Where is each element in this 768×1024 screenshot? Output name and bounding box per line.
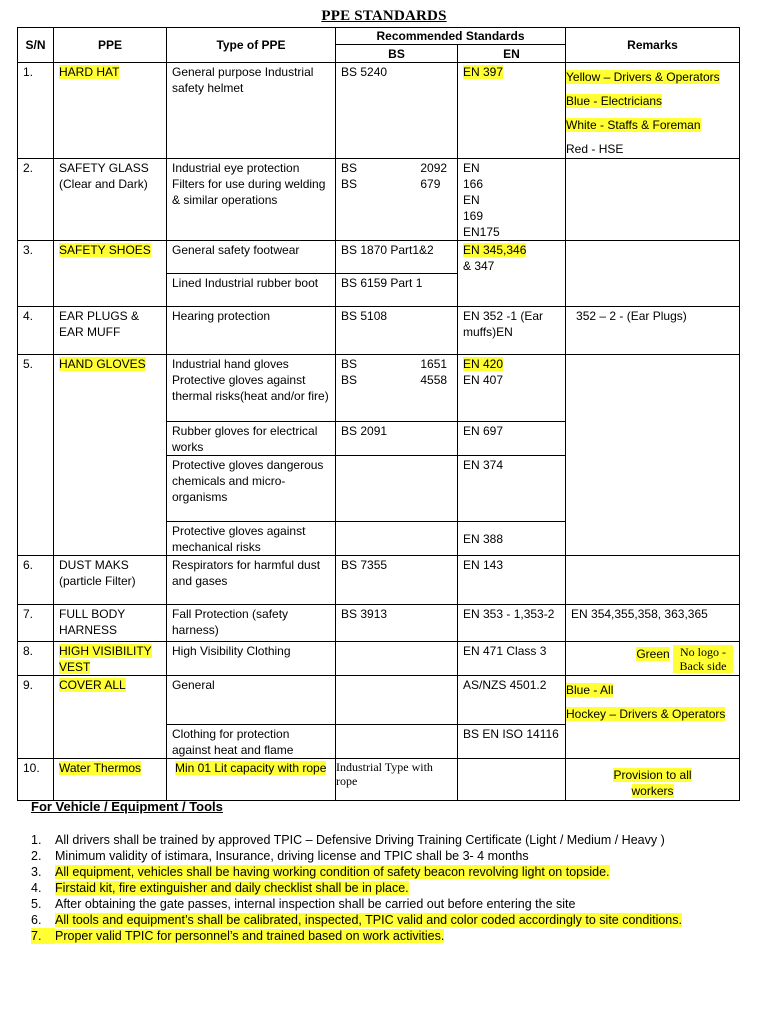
remark-white: White - Staffs & Foreman [566,118,701,132]
row-bs [336,456,458,522]
list-number: 3. [31,865,42,879]
row-en: EN 374 [458,456,566,522]
table-row [18,355,740,422]
list-number: 2. [31,849,42,863]
list-item [31,864,731,880]
row-type: Hearing protection [167,307,336,355]
row-type: General purpose Industrial safety helmet [167,63,336,159]
row-type: High Visibility Clothing [167,642,336,676]
row-bs: BS 6159 Part 1 [336,274,458,307]
row-type: Respirators for harmful dust and gases [167,556,336,605]
table-row [18,241,740,274]
row-sn: 5. [18,355,54,556]
row-type: Protective gloves against mechanical risks [167,522,336,556]
row-type: Clothing for protection against heat and flame [167,725,336,759]
row-bs: BS 5108 [336,307,458,355]
ppe-name: HIGH VISIBILITY VEST [59,644,152,674]
header-recommended: Recommended Standards [336,28,566,45]
row-bs: BS 1651 BS 4558 [336,355,458,422]
row-ppe [54,63,167,159]
row-en: EN 353 - 1,353-2 [458,605,566,642]
row-bs: Industrial Type with rope [336,759,458,801]
row-remarks [566,556,740,605]
row-bs [336,676,458,725]
row-bs [336,522,458,556]
row-type: Lined Industrial rubber boot [167,274,336,307]
table-row [18,63,740,159]
row-ppe [54,642,167,676]
remark-blue-all: Blue - All [566,683,614,697]
row-ppe: SAFETY GLASS (Clear and Dark) [54,159,167,241]
row-type: General [167,676,336,725]
row-type: Industrial eye protection Filters for use during welding & similar operations [167,159,336,241]
row-ppe: DUST MAKS (particle Filter) [54,556,167,605]
row-en: EN 471 Class 3 [458,642,566,676]
table-row [18,159,740,241]
table-row [18,676,740,725]
row-remarks [566,159,740,241]
row-ppe: EAR PLUGS & EAR MUFF [54,307,167,355]
row-en: EN 697 [458,422,566,456]
list-text: Minimum validity of istimara, Insurance, driving license and TPIC shall be 3- 4 months [55,849,529,863]
row-en: BS EN ISO 14116 [458,725,566,759]
header-en: EN [458,45,566,63]
row-en [458,241,566,307]
row-en [458,63,566,159]
document-title: PPE STANDARDS [321,8,447,24]
row-bs [336,725,458,759]
row-remarks: EN 354,355,358, 363,365 [566,605,740,642]
row-ppe: FULL BODY HARNESS [54,605,167,642]
row-en: EN 143 [458,556,566,605]
ppe-name: SAFETY SHOES [59,243,151,257]
row-type: General safety footwear [167,241,336,274]
vehicle-rules-list [31,832,731,944]
row-type: Industrial hand gloves Protective gloves against thermal risks(heat and/or fire) [167,355,336,422]
header-sn: S/N [18,28,54,63]
row-sn: 4. [18,307,54,355]
row-remarks [566,355,740,556]
remark-nologo: No logo - Back side [673,645,733,673]
row-remarks [566,241,740,307]
list-item [31,912,731,928]
en-standard: EN 420 [463,357,504,371]
row-sn: 9. [18,676,54,759]
list-item [31,880,731,896]
list-text: All equipment, vehicles shall be having working condition of safety beacon revolving light on topside. [55,865,610,879]
ppe-standards-table [17,27,740,801]
row-bs: BS 5240 [336,63,458,159]
table-row [18,642,740,676]
row-en [458,355,566,422]
ppe-name: HARD HAT [59,65,120,79]
ppe-name: Water Thermos [59,761,142,775]
table-row [18,605,740,642]
remark-blue: Blue - Electricians [566,94,663,108]
row-sn: 7. [18,605,54,642]
row-en [458,759,566,801]
header-bs: BS [336,45,458,63]
row-sn: 6. [18,556,54,605]
row-sn: 8. [18,642,54,676]
row-sn: 10. [18,759,54,801]
table-row [18,759,740,801]
remark-yellow: Yellow – Drivers & Operators [566,70,720,84]
remark-provision: Provision to all workers [613,768,692,798]
row-remarks [566,642,740,676]
list-text: Proper valid TPIC for personnel’s and trained based on work activities. [55,929,445,943]
remark-hockey: Hockey – Drivers & Operators [566,707,726,721]
row-en: EN 388 [458,522,566,556]
list-item [31,896,731,912]
list-number: 1. [31,833,42,847]
table-header-row [18,28,740,45]
row-bs [336,642,458,676]
en-standard-extra: EN 407 [463,373,504,387]
row-bs: BS 1870 Part1&2 [336,241,458,274]
row-remarks: 352 – 2 - (Ear Plugs) [566,307,740,355]
table-row [18,556,740,605]
row-ppe [54,759,167,801]
list-item [31,832,731,848]
list-text: Firstaid kit, fire extinguisher and daily checklist shall be in place. [55,881,409,895]
row-en: AS/NZS 4501.2 [458,676,566,725]
row-ppe [54,676,167,759]
table-row [18,307,740,355]
header-ppe: PPE [54,28,167,63]
list-item [31,848,731,864]
row-bs: BS 3913 [336,605,458,642]
row-remarks [566,676,740,759]
row-ppe [54,241,167,307]
ppe-name: HAND GLOVES [59,357,146,371]
row-remarks [566,759,740,801]
row-bs: BS 2092 BS 679 [336,159,458,241]
row-type [167,759,336,801]
header-remarks: Remarks [566,28,740,63]
vehicle-section-title: For Vehicle / Equipment / Tools [31,799,223,814]
row-en: EN 166 EN 169 EN175 [458,159,566,241]
en-standard-extra: & 347 [463,259,495,273]
ppe-name: COVER ALL [59,678,126,692]
list-text: All tools and equipment’s shall be calibrated, inspected, TPIC valid and color coded accordingly to site conditions. [55,913,682,927]
row-type: Fall Protection (safety harness) [167,605,336,642]
list-text: After obtaining the gate passes, internal inspection shall be carried out before entering the site [55,897,576,911]
type-highlight: Min 01 Lit capacity with rope [175,761,327,775]
row-type: Rubber gloves for electrical works [167,422,336,456]
row-sn: 3. [18,241,54,307]
header-type: Type of PPE [167,28,336,63]
list-number: 7. [31,928,55,944]
en-standard: EN 345,346 [463,243,527,257]
row-en: EN 352 -1 (Ear muffs)EN [458,307,566,355]
list-item [31,928,731,944]
row-bs: BS 7355 [336,556,458,605]
list-text: All drivers shall be trained by approved TPIC – Defensive Driving Training Certificate (Light / Medium / Heavy ) [55,833,665,847]
en-standard: EN 397 [463,65,504,79]
remark-red: Red - HSE [566,142,624,156]
list-number: 4. [31,881,42,895]
row-type: Protective gloves dangerous chemicals and micro-organisms [167,456,336,522]
list-number: 5. [31,897,42,911]
row-bs: BS 2091 [336,422,458,456]
row-remarks [566,63,740,159]
remark-green: Green [636,646,670,661]
list-number: 6. [31,913,42,927]
row-sn: 1. [18,63,54,159]
row-sn: 2. [18,159,54,241]
row-ppe [54,355,167,556]
